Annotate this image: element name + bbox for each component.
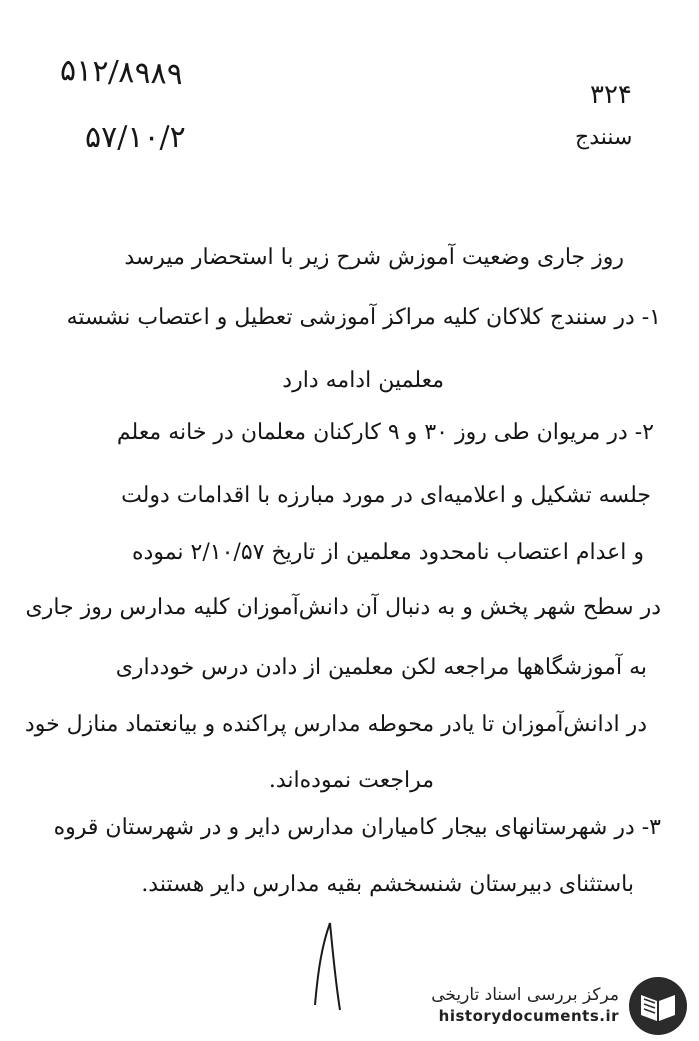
footer-watermark [431, 985, 619, 1025]
city-name: سنندج [575, 125, 633, 150]
body-line-5: جلسه تشکیل و اعلامیه‌ای در مورد مبارزه با اقدامات دولت [121, 483, 651, 508]
body-line-1: روز جاری وضعیت آموزش شرح زیر با استحضار میرسد [124, 245, 624, 270]
page-number: ۳۲۴ [590, 80, 632, 110]
organization-name: مرکز بررسی اسناد تاریخی [431, 985, 619, 1005]
website-url: historydocuments.ir [438, 1007, 619, 1025]
body-line-12: باستثنای دبیرستان شنسخشم بقیه مدارس دایر هستند. [141, 872, 634, 897]
reference-number: ۵۱۲/۸۹۸۹ [59, 52, 184, 93]
body-line-10: مراجعت نموده‌اند. [268, 768, 434, 793]
body-line-7: در سطح شهر پخش و به دنبال آن دانش‌آموزان کلیه مدارس روز جاری [25, 595, 661, 620]
body-line-8: به آموزشگاهها مراجعه لکن معلمین از دادن درس خودداری [115, 655, 647, 680]
body-line-4: ۲- در مریوان طی روز ۳۰ و ۹ کارکنان معلمان در خانه معلم [116, 420, 654, 445]
body-line-6: و اعدام اعتصاب نامحدود معلمین از تاریخ ۲/۱۰/۵۷ نموده [132, 540, 644, 565]
body-line-2: ۱- در سنندج کلاکان کلیه مراکز آموزشی تعطیل و اعتصاب نشسته [66, 305, 661, 330]
document-date: ۵۷/۱۰/۲ [85, 120, 186, 155]
body-line-11: ۳- در شهرستانهای بیجار کامیاران مدارس دایر و در شهرستان قروه [53, 815, 661, 840]
signature-mark [300, 915, 360, 1015]
book-logo-icon [627, 975, 689, 1037]
body-line-9: در ادانش‌آموزان تا یادر محوطه مدارس پراکنده و بیانعتماد منازل خود [24, 712, 647, 737]
body-line-3: معلمین ادامه دارد [282, 368, 444, 393]
